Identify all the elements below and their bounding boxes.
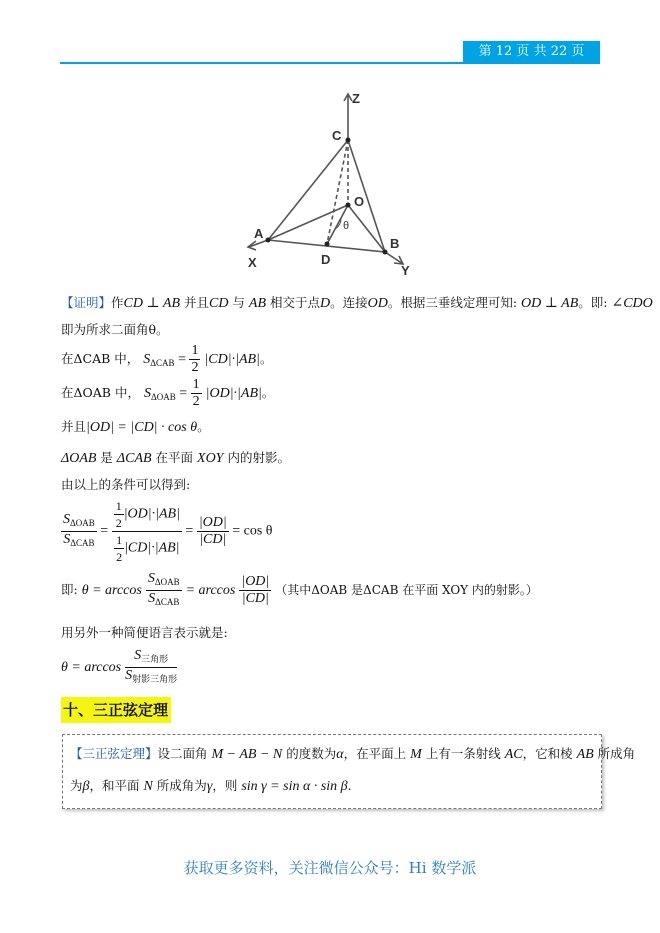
label-theta: θ	[343, 220, 350, 232]
label-y: Y	[401, 263, 410, 275]
proof-line-1: 【证明】作CD ⊥ AB 并且CD 与 AB 相交于点D。连接OD。根据三垂线定理可知: OD ⊥ AB。即: ∠CDO	[61, 295, 653, 311]
od-over-cd-fraction: $\frac{|OD|}{|CD|}$	[198, 515, 227, 547]
point-c	[346, 138, 351, 143]
area-ratio-fraction: $\frac{S_{\Delta OAB}}{S_{\Delta CAB}}$	[63, 512, 95, 548]
point-d	[325, 242, 330, 247]
section-heading: 十、三正弦定理	[61, 697, 171, 723]
label-z: Z	[352, 91, 360, 106]
point-b	[383, 250, 388, 255]
point-a	[266, 238, 271, 243]
ratio-equation: $\frac{S_{\Delta OAB}}{S_{\Delta CAB}}$ = $\frac{1}{2}$ |OD|·|AB| $\frac{1}{2}$ |CD|·|AB| = $\frac{|OD|}{|CD|}$ = cos θ	[63, 499, 273, 564]
area-ratio-fraction: $\frac{S_{\Delta OAB}}{S_{\Delta CAB}}$	[147, 571, 180, 607]
proof-tag: 【证明】	[61, 295, 112, 310]
od-over-cd-fraction: $\frac{|OD|}{|CD|}$	[241, 574, 270, 606]
label-x: X	[248, 255, 257, 270]
projection-fraction: $\frac{S_{三角形}}{S_{射影三角形}}$	[125, 648, 178, 684]
label-d: D	[321, 252, 331, 267]
conclusion-intro: 由以上的条件可以得到:	[61, 477, 191, 492]
label-o: O	[354, 194, 365, 209]
od-cd-relation-line: 并且|OD| = |CD| · cos θ。	[61, 419, 210, 435]
area-cab-line: 在ΔCAB 中， $S_{\Delta CAB}$ = $\frac{1}{2}$ |CD|·|AB|。	[61, 343, 273, 375]
dihedral-angle-figure	[235, 85, 425, 275]
projection-area-formula: θ = arccos $\frac{S_{三角形}}{S_{射影三角形}}$	[61, 648, 177, 687]
point-o	[346, 203, 351, 208]
half-fraction: $\frac{1}{2}$	[192, 377, 200, 409]
projection-line: ΔOAB 是 ΔCAB 在平面 XOY 内的射影。	[61, 450, 290, 466]
label-a: A	[254, 226, 264, 241]
label-c: C	[332, 128, 342, 143]
header-rule	[60, 62, 600, 64]
edge-ca	[268, 140, 348, 240]
edge-ao	[268, 205, 348, 240]
page-number-badge: 第 12 页 共 22 页	[463, 41, 600, 63]
proof-line-2: 即为所求二面角θ。	[61, 322, 169, 337]
figure-points	[266, 138, 388, 255]
half-fraction: $\frac{1}{2}$	[191, 343, 199, 375]
footer-promo-text: 获取更多资料，关注微信公众号：Hi 数学派	[183, 859, 477, 877]
label-b: B	[390, 236, 400, 251]
theorem-line-1: 【三正弦定理】设二面角 M − AB − N 的度数为α，在平面上 M 上有一条射线 AC，它和棱 AB 所成角	[70, 746, 636, 762]
theorem-line-2: 为β，和平面 N 所成角为γ，则 sin γ = sin α · sin β.	[70, 778, 352, 794]
edge-ob	[348, 205, 385, 252]
alternate-form-intro: 用另外一种简便语言表示就是:	[61, 625, 228, 640]
arccos-equation: 即: θ = arccos $\frac{S_{\Delta OAB}}{S_{\Delta CAB}}$ = arccos $\frac{|OD|}{|CD|}$ （其中ΔOAB 是ΔCAB 在平面 XOY 内的射影。）	[61, 571, 538, 610]
expanded-area-fraction: $\frac{1}{2}$ |OD|·|AB| $\frac{1}{2}$ |CD|·|AB|	[112, 498, 182, 565]
area-oab-line: 在ΔOAB 中， $S_{\Delta OAB}$ = $\frac{1}{2}$ |OD|·|AB|。	[61, 377, 275, 409]
theorem-tag: 【三正弦定理】	[70, 746, 158, 761]
